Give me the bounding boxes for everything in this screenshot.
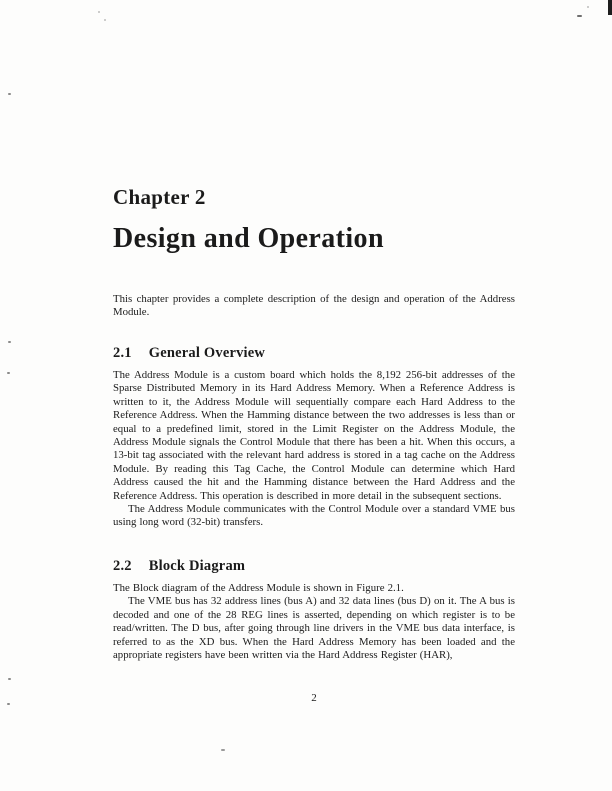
scan-speck [104, 19, 106, 21]
section-heading-text: General Overview [148, 345, 266, 361]
scan-speck [98, 11, 100, 13]
paragraph: The Block diagram of the Address Module is shown in Figure 2.1. [113, 582, 404, 594]
scan-speck [577, 15, 582, 17]
section-number: 2.1 [113, 345, 132, 361]
section-heading [113, 344, 515, 362]
scan-speck [8, 341, 11, 343]
scan-speck [7, 703, 10, 705]
chapter-title: Design and Operation [113, 223, 384, 254]
chapter-label: Chapter 2 [113, 185, 206, 209]
section-general-overview [113, 344, 515, 530]
intro-paragraph: This chapter provides a complete description of the design and operation of the Address Module. [113, 293, 515, 319]
scan-speck [587, 6, 589, 8]
section-block-diagram [113, 557, 515, 662]
scan-edge-artifact [608, 0, 612, 15]
paragraph: The Address Module is a custom board which holds the 8,192 256-bit addresses of the Sparse Distributed Memory in its Hard Address Memory. When a Reference Address is written to it, the Address Module will sequentially compare each Hard Address to the Reference Address. When the Hamming distance between the two addresses is less than or equal to a predefined limit, stored in the Limit Register on the Address Module, the Address Module signals the Control Module that there has been a hit. When this occurs, a 13-bit tag associated with the relevant hard address is stored in a tag cache on the Address Module. By reading this Tag Cache, the Control Module can determine which Hard Address caused the hit and the Hamming distance between the Hard Address and the Reference Address. This operation is described in more detail in the subsequent sections. [113, 369, 515, 502]
section-heading-text: Block Diagram [148, 558, 246, 574]
page-number: 2 [311, 692, 317, 704]
section-heading [113, 557, 515, 575]
scan-speck [8, 678, 11, 680]
paragraph: The VME bus has 32 address lines (bus A) and 32 data lines (bus D) on it. The A bus is decoded and one of the 28 REG lines is asserted, depending on which register is to be read/written. The D bus, after going through line drivers in the VME bus data interface, is referred to as the XD bus. When the Hard Address Memory has been loaded and the appropriate registers have been written via the Hard Address Register (HAR), [113, 595, 515, 662]
section-number: 2.2 [113, 558, 132, 574]
scan-speck [7, 372, 10, 374]
paragraph: The Address Module communicates with the Control Module over a standard VME bus using long word (32-bit) transfers. [113, 503, 515, 529]
scan-speck [8, 93, 11, 95]
scan-speck [221, 749, 225, 751]
